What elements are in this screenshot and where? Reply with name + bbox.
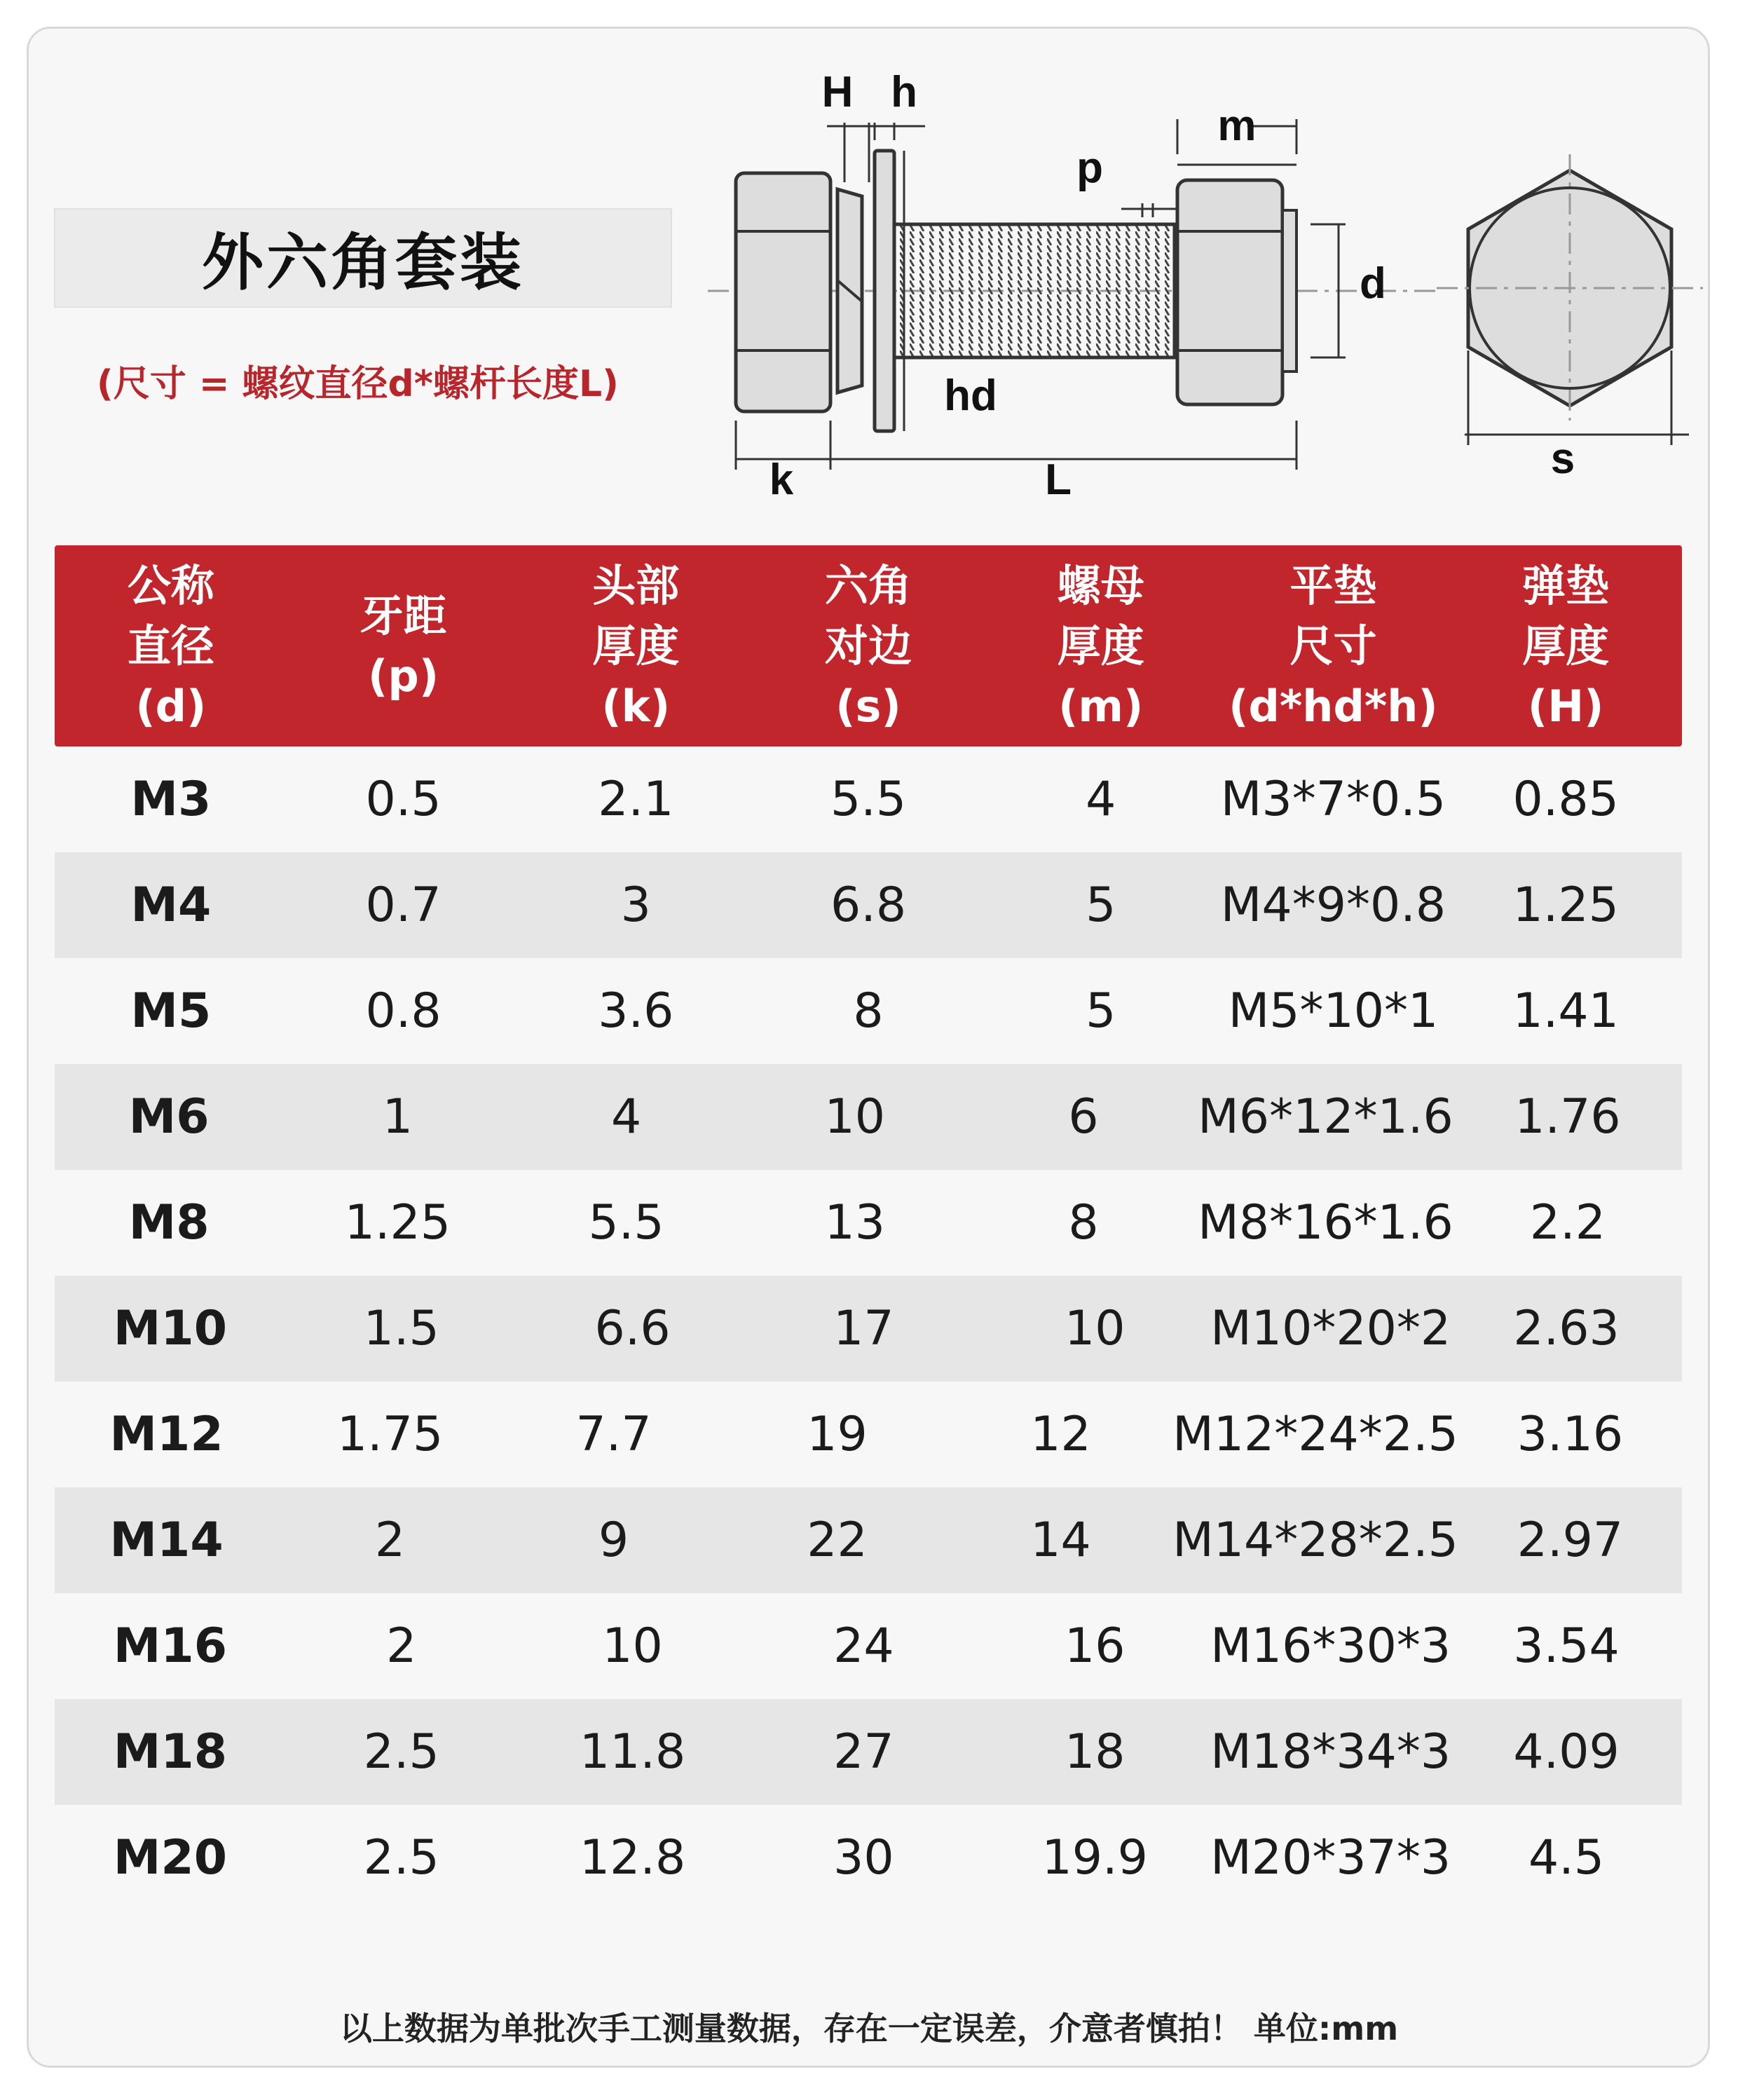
bolt-head xyxy=(736,173,830,411)
label-hd: hd xyxy=(944,371,997,420)
table-cell: 6.6 xyxy=(594,1301,671,1356)
table-cell: M18*34*3 xyxy=(1210,1724,1451,1780)
table-cell: 1.25 xyxy=(344,1195,451,1250)
table-cell: M8 xyxy=(128,1195,210,1250)
table-cell: M10 xyxy=(113,1301,228,1356)
table-row xyxy=(55,1593,1682,1699)
column-header-line: 平垫 xyxy=(1289,559,1377,611)
table-cell: 1.75 xyxy=(336,1407,444,1462)
table-cell: M18 xyxy=(113,1724,228,1780)
spec-table xyxy=(55,545,1682,1911)
label-H: H xyxy=(821,68,854,116)
column-header xyxy=(985,545,1217,746)
table-row xyxy=(55,1170,1682,1276)
column-header-line: 对边 xyxy=(825,620,912,671)
table-cell: M4 xyxy=(130,878,212,933)
table-row xyxy=(55,746,1682,852)
table-cell: 2 xyxy=(386,1618,417,1674)
footer-note: 以上数据为单批次手工测量数据，存在一定误差，介意者慎拍！ 单位:mm xyxy=(339,2010,1399,2047)
column-header xyxy=(287,545,520,746)
column-header-line: (d) xyxy=(135,680,207,732)
title-box xyxy=(54,208,672,308)
table-cell: M12 xyxy=(109,1407,224,1462)
table-cell: 27 xyxy=(833,1724,894,1780)
table-cell: M6 xyxy=(128,1089,210,1145)
hex-end-view xyxy=(1437,154,1703,445)
table-cell: 5 xyxy=(1086,878,1116,933)
table-cell: 30 xyxy=(833,1830,894,1886)
flat-washer xyxy=(875,151,894,431)
column-header xyxy=(1217,545,1450,746)
table-row xyxy=(55,1699,1682,1805)
column-header-line: (s) xyxy=(835,680,901,732)
column-header-line: 厚度 xyxy=(1522,620,1610,671)
label-k: k xyxy=(769,456,794,504)
label-p: p xyxy=(1076,144,1103,192)
column-header-line: (d*hd*h) xyxy=(1229,680,1438,732)
table-cell: 18 xyxy=(1064,1724,1125,1780)
table-cell: 2 xyxy=(374,1513,406,1568)
column-header-line: (m) xyxy=(1058,680,1144,732)
table-row xyxy=(55,1805,1682,1911)
table-header xyxy=(55,545,1682,746)
table-cell: M5*10*1 xyxy=(1228,983,1439,1039)
table-cell: M20 xyxy=(113,1830,228,1886)
label-s: s xyxy=(1550,435,1575,483)
table-row xyxy=(55,1382,1682,1487)
table-cell: 1.25 xyxy=(1512,878,1619,933)
table-cell: 0.85 xyxy=(1512,772,1619,827)
table-body xyxy=(55,746,1682,1911)
table-cell: 5.5 xyxy=(588,1195,664,1250)
table-cell: M6*12*1.6 xyxy=(1198,1089,1453,1145)
table-cell: 10 xyxy=(1064,1301,1125,1356)
table-cell: 2.1 xyxy=(598,772,674,827)
table-cell: 1.76 xyxy=(1514,1089,1621,1145)
table-cell: 4 xyxy=(1086,772,1116,827)
table-cell: 10 xyxy=(602,1618,663,1674)
label-h: h xyxy=(891,68,917,116)
table-cell: M8*16*1.6 xyxy=(1198,1195,1453,1250)
size-note: (尺寸 = 螺纹直径d*螺杆长度L) xyxy=(97,363,619,405)
table-cell: 5 xyxy=(1086,983,1116,1039)
table-cell: 11.8 xyxy=(579,1724,686,1780)
table-cell: 8 xyxy=(1068,1195,1099,1250)
table-cell: M5 xyxy=(130,983,212,1039)
table-row xyxy=(55,852,1682,958)
table-cell: 13 xyxy=(824,1195,886,1250)
column-header xyxy=(519,545,752,746)
table-cell: 3.16 xyxy=(1517,1407,1624,1462)
table-cell: M4*9*0.8 xyxy=(1220,878,1446,933)
table-cell: 4 xyxy=(610,1089,642,1145)
table-cell: M16*30*3 xyxy=(1210,1618,1451,1674)
column-header-line: 牙距 xyxy=(360,589,447,641)
label-m: m xyxy=(1217,102,1257,150)
table-cell: 4.5 xyxy=(1528,1830,1605,1886)
column-header xyxy=(55,545,287,746)
spring-washer xyxy=(837,189,862,393)
column-header-line: 厚度 xyxy=(592,620,680,671)
column-header-line: 六角 xyxy=(825,559,912,611)
column-header-line: 弹垫 xyxy=(1522,559,1610,611)
table-cell: 3.54 xyxy=(1513,1618,1620,1674)
label-L: L xyxy=(1045,456,1072,504)
table-cell: 3 xyxy=(620,878,651,933)
table-cell: M16 xyxy=(113,1618,228,1674)
table-cell: 7.7 xyxy=(575,1407,652,1462)
table-cell: M12*24*2.5 xyxy=(1172,1407,1458,1462)
page-title: 外六角套装 xyxy=(201,226,524,299)
table-cell: M14 xyxy=(109,1513,224,1568)
table-cell: M3*7*0.5 xyxy=(1220,772,1446,827)
bolt-diagram xyxy=(694,56,1717,512)
table-cell: 12.8 xyxy=(579,1830,686,1886)
table-row xyxy=(55,1276,1682,1382)
table-row xyxy=(55,958,1682,1064)
table-cell: 6.8 xyxy=(830,878,907,933)
column-header xyxy=(1449,545,1682,746)
table-cell: 22 xyxy=(807,1513,868,1568)
table-cell: 19.9 xyxy=(1041,1830,1148,1886)
table-cell: 1 xyxy=(382,1089,413,1145)
table-cell: 1.5 xyxy=(363,1301,439,1356)
column-header-line: 螺母 xyxy=(1057,559,1144,611)
table-cell: 24 xyxy=(833,1618,894,1674)
column-header-line: 公称 xyxy=(127,559,214,611)
column-header-line: (H) xyxy=(1527,680,1604,732)
table-cell: 19 xyxy=(807,1407,868,1462)
table-cell: 4.09 xyxy=(1513,1724,1620,1780)
column-header-line: (k) xyxy=(601,680,671,732)
table-cell: 14 xyxy=(1030,1513,1091,1568)
table-cell: 2.5 xyxy=(363,1724,439,1780)
table-row xyxy=(55,1064,1682,1170)
table-cell: 0.8 xyxy=(365,983,442,1039)
column-header-line: 头部 xyxy=(592,559,680,611)
table-cell: 3.6 xyxy=(598,983,674,1039)
column-header-line: 直径 xyxy=(127,620,214,671)
table-cell: M10*20*2 xyxy=(1210,1301,1451,1356)
table-cell: 2.97 xyxy=(1517,1513,1624,1568)
column-header xyxy=(752,545,985,746)
table-cell: M20*37*3 xyxy=(1210,1830,1451,1886)
table-cell: 9 xyxy=(598,1513,629,1568)
table-row xyxy=(55,1487,1682,1593)
table-cell: 5.5 xyxy=(830,772,907,827)
column-header-line: (p) xyxy=(368,650,439,702)
table-cell: M14*28*2.5 xyxy=(1172,1513,1458,1568)
table-cell: 8 xyxy=(853,983,884,1039)
table-cell: 0.7 xyxy=(365,878,442,933)
table-cell: 2.2 xyxy=(1529,1195,1606,1250)
table-cell: 6 xyxy=(1068,1089,1099,1145)
bolt-shank xyxy=(894,224,1175,357)
table-cell: 0.5 xyxy=(365,772,442,827)
hex-nut xyxy=(1177,180,1296,404)
table-cell: M3 xyxy=(130,772,212,827)
column-header-line: 尺寸 xyxy=(1289,620,1377,671)
label-d: d xyxy=(1360,259,1386,308)
table-cell: 2.5 xyxy=(363,1830,439,1886)
table-cell: 10 xyxy=(824,1089,886,1145)
table-cell: 16 xyxy=(1064,1618,1125,1674)
column-header-line: 厚度 xyxy=(1057,620,1144,671)
table-cell: 1.41 xyxy=(1512,983,1619,1039)
table-cell: 17 xyxy=(833,1301,894,1356)
table-cell: 12 xyxy=(1030,1407,1091,1462)
table-cell: 2.63 xyxy=(1513,1301,1620,1356)
